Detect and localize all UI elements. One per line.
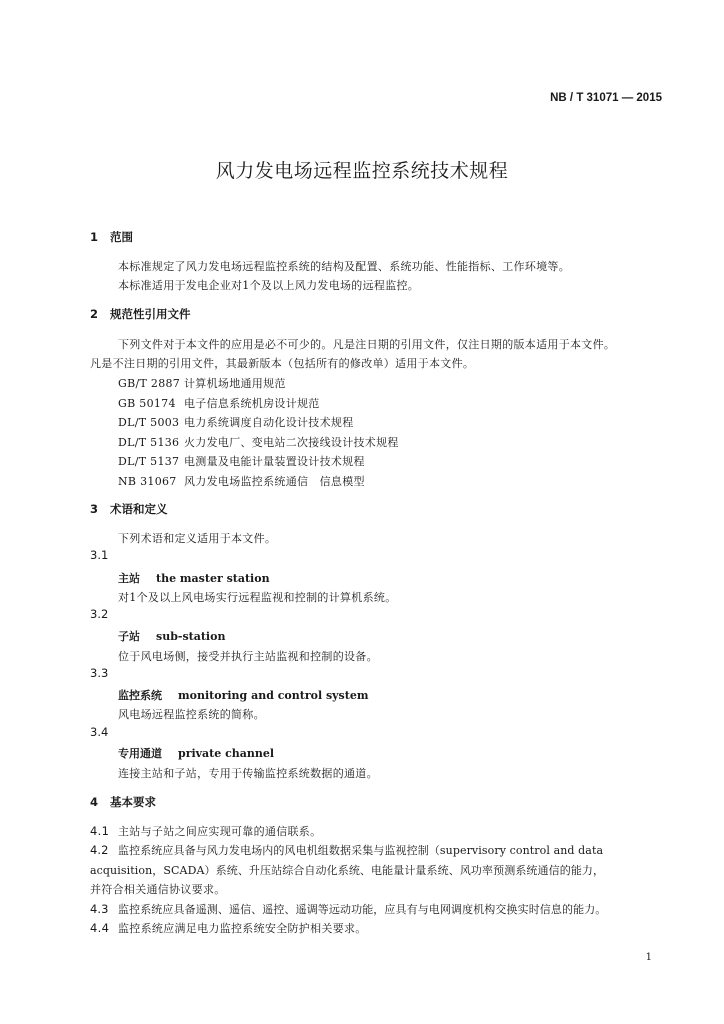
clause-number: 4.1 <box>90 824 110 838</box>
term-number: 3.3 <box>90 666 109 680</box>
section-title: 范围 <box>110 230 133 244</box>
term-definition: 对1个及以上风电场实行远程监视和控制的计算机系统。 <box>118 591 397 604</box>
term-definition: 风电场远程监控系统的简称。 <box>118 708 265 721</box>
reference-code: GB 50174 <box>118 397 176 410</box>
reference-title: 风力发电场监控系统通信 信息模型 <box>184 475 365 488</box>
paragraph: 下列术语和定义适用于本文件。 <box>118 532 277 545</box>
reference-item <box>118 375 286 391</box>
reference-title: 电测量及电能计量装置设计技术规程 <box>184 455 365 468</box>
term-heading <box>118 745 274 761</box>
paragraph: 本标准规定了风力发电场远程监控系统的结构及配置、系统功能、性能指标、工作环境等。 <box>118 260 570 273</box>
section-2-heading <box>90 306 191 322</box>
reference-title: 电力系统调度自动化设计技术规程 <box>184 416 354 429</box>
term-number: 3.1 <box>90 548 109 562</box>
section-title: 基本要求 <box>110 795 156 809</box>
clause-number: 4.4 <box>90 921 110 935</box>
clause <box>90 920 367 936</box>
clause <box>90 842 603 858</box>
term-number: 3.4 <box>90 725 109 739</box>
term-cn: 子站 <box>118 630 140 643</box>
paragraph: 下列文件对于本文件的应用是必不可少的。凡是注日期的引用文件，仅注日期的版本适用于本文件。 <box>118 338 616 351</box>
clause <box>90 823 321 839</box>
clause-text: 监控系统应具备与风力发电场内的风电机组数据采集与监视控制（supervisory control and data <box>118 844 604 857</box>
clause-text: 主站与子站之间应实现可靠的通信联系。 <box>118 825 322 838</box>
term-heading <box>118 570 270 586</box>
reference-item <box>118 473 365 489</box>
reference-item <box>118 434 399 450</box>
document-title: 风力发电场远程监控系统技术规程 <box>215 160 509 182</box>
reference-item <box>118 395 320 411</box>
reference-item <box>118 453 365 469</box>
clause-continuation: acquisition，SCADA）系统、升压站综合自动化系统、电能量计量系统、风功率预测系统通信的能力， <box>90 864 605 877</box>
term-definition: 连接主站和子站，专用于传输监控系统数据的通道。 <box>118 767 378 780</box>
reference-title: 火力发电厂、变电站二次接线设计技术规程 <box>184 436 399 449</box>
reference-code: NB 31067 <box>118 475 177 488</box>
reference-code: DL/T 5003 <box>118 416 180 429</box>
clause-text: 监控系统应满足电力监控系统安全防护相关要求。 <box>118 922 367 935</box>
term-definition: 位于风电场侧，接受并执行主站监视和控制的设备。 <box>118 650 378 663</box>
term-heading <box>118 628 225 644</box>
term-en: sub-station <box>156 630 226 643</box>
page-number: 1 <box>645 952 652 963</box>
section-number: 3 <box>90 502 99 516</box>
section-4-heading <box>90 794 156 810</box>
term-number: 3.2 <box>90 607 109 621</box>
section-number: 2 <box>90 307 99 321</box>
paragraph: 凡是不注日期的引用文件，其最新版本（包括所有的修改单）适用于本文件。 <box>90 357 475 370</box>
reference-code: GB/T 2887 <box>118 377 181 390</box>
term-heading <box>118 687 368 703</box>
reference-title: 电子信息系统机房设计规范 <box>184 397 320 410</box>
clause-text: 监控系统应具备遥测、遥信、遥控、遥调等远动功能，应具有与电网调度机构交换实时信息的能力。 <box>118 903 607 916</box>
section-title: 术语和定义 <box>110 502 168 516</box>
section-title: 规范性引用文件 <box>110 307 191 321</box>
reference-item <box>118 414 354 430</box>
term-en: monitoring and control system <box>178 689 369 702</box>
clause <box>90 901 606 917</box>
term-cn: 监控系统 <box>118 689 162 702</box>
reference-code: DL/T 5137 <box>118 455 180 468</box>
section-number: 4 <box>90 795 99 809</box>
term-en: the master station <box>156 572 270 585</box>
section-3-heading <box>90 501 168 517</box>
term-cn: 专用通道 <box>118 747 162 760</box>
section-1-heading <box>90 229 133 245</box>
standard-number: NB / T 31071 — 2015 <box>550 92 662 104</box>
paragraph: 本标准适用于发电企业对1个及以上风力发电场的远程监控。 <box>118 279 420 292</box>
reference-code: DL/T 5136 <box>118 436 180 449</box>
term-en: private channel <box>178 747 275 760</box>
clause-number: 4.3 <box>90 902 109 916</box>
clause-continuation: 并符合相关通信协议要求。 <box>90 883 226 896</box>
section-number: 1 <box>90 230 99 244</box>
reference-title: 计算机场地通用规范 <box>184 377 286 390</box>
term-cn: 主站 <box>118 572 140 585</box>
clause-number: 4.2 <box>90 843 109 857</box>
